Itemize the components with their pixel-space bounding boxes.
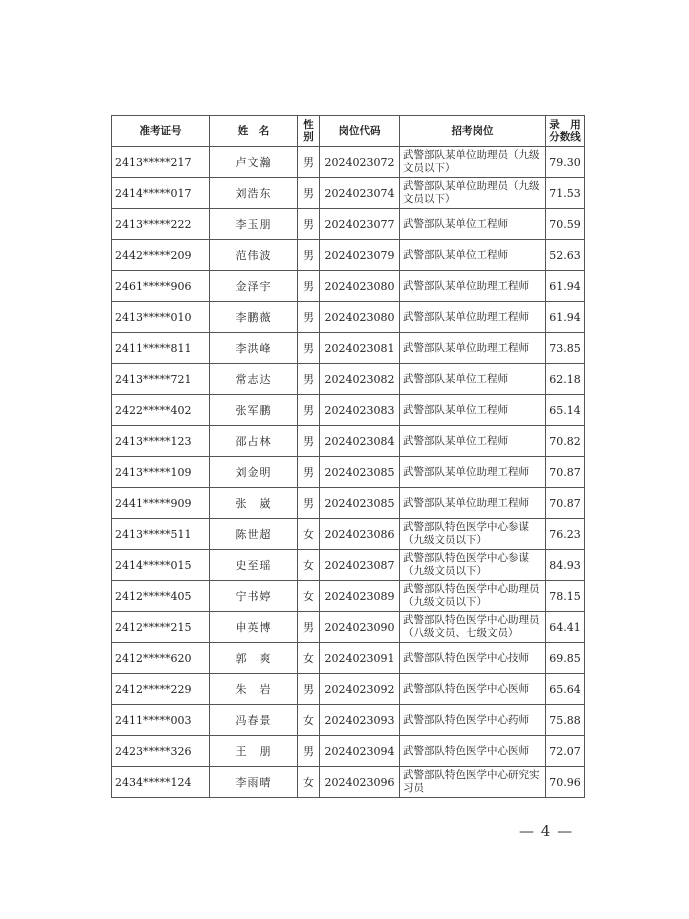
table-row: [112, 271, 585, 302]
cell-post-code: 2024023090: [320, 612, 400, 643]
cell-post-code: 2024023083: [320, 395, 400, 426]
cell-post: 武警部队某单位助理员（九级文员以下）: [400, 147, 546, 178]
header-sex: [298, 116, 320, 147]
table-row: [112, 178, 585, 209]
cell-sex: 男: [298, 302, 320, 333]
header-post: 招考岗位: [400, 116, 546, 147]
cell-score: 72.07: [546, 736, 585, 767]
cell-sex: 女: [298, 519, 320, 550]
table-row: [112, 643, 585, 674]
cell-score: 70.87: [546, 488, 585, 519]
results-table: [111, 115, 585, 798]
cell-name: 李雨晴: [210, 767, 298, 798]
table-row: [112, 767, 585, 798]
cell-name: 刘金明: [210, 457, 298, 488]
cell-post: 武警部队某单位助理工程师: [400, 302, 546, 333]
cell-exam-id: 2414*****017: [112, 178, 210, 209]
cell-exam-id: 2434*****124: [112, 767, 210, 798]
cell-post: 武警部队特色医学中心医师: [400, 736, 546, 767]
cell-exam-id: 2413*****010: [112, 302, 210, 333]
cell-post: 武警部队某单位助理工程师: [400, 271, 546, 302]
cell-post: 武警部队某单位助理工程师: [400, 333, 546, 364]
header-score: [546, 116, 585, 147]
table-row: [112, 395, 585, 426]
cell-sex: 女: [298, 643, 320, 674]
cell-name: 郭 爽: [210, 643, 298, 674]
cell-sex: 男: [298, 271, 320, 302]
header-score-line1: 录 用: [549, 119, 581, 131]
cell-post: 武警部队特色医学中心药师: [400, 705, 546, 736]
table-row: [112, 550, 585, 581]
cell-post-code: 2024023092: [320, 674, 400, 705]
cell-post: 武警部队某单位工程师: [400, 426, 546, 457]
cell-post-code: 2024023072: [320, 147, 400, 178]
cell-post-code: 2024023081: [320, 333, 400, 364]
cell-score: 71.53: [546, 178, 585, 209]
header-exam-id: 准考证号: [112, 116, 210, 147]
cell-post-code: 2024023091: [320, 643, 400, 674]
cell-name: 范伟波: [210, 240, 298, 271]
table-row: [112, 364, 585, 395]
cell-exam-id: 2442*****209: [112, 240, 210, 271]
cell-name: 张军鹏: [210, 395, 298, 426]
cell-exam-id: 2411*****003: [112, 705, 210, 736]
table-row: [112, 240, 585, 271]
page-number: — 4 —: [519, 822, 574, 840]
cell-exam-id: 2422*****402: [112, 395, 210, 426]
table-header-row: [112, 116, 585, 147]
cell-exam-id: 2412*****229: [112, 674, 210, 705]
cell-post-code: 2024023093: [320, 705, 400, 736]
cell-exam-id: 2413*****109: [112, 457, 210, 488]
cell-post-code: 2024023080: [320, 271, 400, 302]
cell-post-code: 2024023085: [320, 457, 400, 488]
cell-post: 武警部队某单位工程师: [400, 240, 546, 271]
cell-name: 宁书婷: [210, 581, 298, 612]
cell-score: 65.14: [546, 395, 585, 426]
cell-post-code: 2024023096: [320, 767, 400, 798]
cell-post-code: 2024023086: [320, 519, 400, 550]
cell-name: 卢文瀚: [210, 147, 298, 178]
cell-post: 武警部队某单位助理工程师: [400, 457, 546, 488]
cell-score: 70.59: [546, 209, 585, 240]
cell-post: 武警部队某单位工程师: [400, 364, 546, 395]
cell-name: 王 朋: [210, 736, 298, 767]
table-row: [112, 705, 585, 736]
cell-score: 52.63: [546, 240, 585, 271]
cell-post: 武警部队特色医学中心技师: [400, 643, 546, 674]
header-post-code: 岗位代码: [320, 116, 400, 147]
cell-post: 武警部队特色医学中心助理员（九级文员以下）: [400, 581, 546, 612]
cell-post: 武警部队某单位助理员（九级文员以下）: [400, 178, 546, 209]
cell-name: 李洪峰: [210, 333, 298, 364]
cell-post-code: 2024023084: [320, 426, 400, 457]
cell-score: 73.85: [546, 333, 585, 364]
cell-sex: 男: [298, 736, 320, 767]
cell-name: 史至瑶: [210, 550, 298, 581]
cell-post-code: 2024023077: [320, 209, 400, 240]
cell-score: 69.85: [546, 643, 585, 674]
cell-exam-id: 2412*****215: [112, 612, 210, 643]
cell-sex: 男: [298, 488, 320, 519]
cell-post: 武警部队特色医学中心助理员（八级文员、七级文员）: [400, 612, 546, 643]
cell-post-code: 2024023094: [320, 736, 400, 767]
cell-post: 武警部队某单位工程师: [400, 209, 546, 240]
table-row: [112, 488, 585, 519]
cell-sex: 女: [298, 581, 320, 612]
cell-exam-id: 2423*****326: [112, 736, 210, 767]
cell-score: 70.82: [546, 426, 585, 457]
header-name: 姓 名: [210, 116, 298, 147]
cell-sex: 男: [298, 364, 320, 395]
cell-name: 冯春景: [210, 705, 298, 736]
cell-post: 武警部队某单位助理工程师: [400, 488, 546, 519]
cell-score: 78.15: [546, 581, 585, 612]
cell-post: 武警部队某单位工程师: [400, 395, 546, 426]
cell-sex: 男: [298, 333, 320, 364]
cell-score: 76.23: [546, 519, 585, 550]
cell-name: 李玉朋: [210, 209, 298, 240]
cell-exam-id: 2413*****222: [112, 209, 210, 240]
table-row: [112, 333, 585, 364]
cell-score: 70.87: [546, 457, 585, 488]
cell-exam-id: 2441*****909: [112, 488, 210, 519]
table-body: [112, 147, 585, 798]
table-row: [112, 457, 585, 488]
cell-sex: 男: [298, 209, 320, 240]
table-row: [112, 674, 585, 705]
cell-name: 常志达: [210, 364, 298, 395]
table-row: [112, 581, 585, 612]
cell-sex: 女: [298, 767, 320, 798]
cell-score: 61.94: [546, 302, 585, 333]
cell-name: 陈世超: [210, 519, 298, 550]
cell-post: 武警部队特色医学中心参谋（九级文员以下）: [400, 550, 546, 581]
cell-name: 申英博: [210, 612, 298, 643]
cell-post: 武警部队特色医学中心参谋（九级文员以下）: [400, 519, 546, 550]
cell-sex: 男: [298, 178, 320, 209]
table-row: [112, 612, 585, 643]
cell-score: 79.30: [546, 147, 585, 178]
cell-name: 金泽宇: [210, 271, 298, 302]
cell-sex: 女: [298, 550, 320, 581]
cell-post-code: 2024023079: [320, 240, 400, 271]
header-sex-line1: 性: [303, 119, 314, 131]
cell-exam-id: 2412*****620: [112, 643, 210, 674]
cell-score: 61.94: [546, 271, 585, 302]
cell-sex: 男: [298, 612, 320, 643]
cell-post-code: 2024023085: [320, 488, 400, 519]
cell-post-code: 2024023074: [320, 178, 400, 209]
cell-sex: 男: [298, 395, 320, 426]
cell-exam-id: 2461*****906: [112, 271, 210, 302]
cell-sex: 男: [298, 426, 320, 457]
cell-exam-id: 2413*****511: [112, 519, 210, 550]
cell-score: 64.41: [546, 612, 585, 643]
cell-score: 84.93: [546, 550, 585, 581]
cell-name: 刘浩东: [210, 178, 298, 209]
table-row: [112, 302, 585, 333]
cell-exam-id: 2413*****217: [112, 147, 210, 178]
cell-score: 62.18: [546, 364, 585, 395]
cell-sex: 男: [298, 457, 320, 488]
cell-sex: 男: [298, 240, 320, 271]
cell-exam-id: 2413*****721: [112, 364, 210, 395]
cell-exam-id: 2413*****123: [112, 426, 210, 457]
header-score-line2: 分数线: [549, 131, 581, 143]
cell-name: 李鹏薇: [210, 302, 298, 333]
cell-post-code: 2024023089: [320, 581, 400, 612]
cell-post-code: 2024023080: [320, 302, 400, 333]
cell-exam-id: 2414*****015: [112, 550, 210, 581]
table-row: [112, 736, 585, 767]
cell-post: 武警部队特色医学中心研究实习员: [400, 767, 546, 798]
cell-exam-id: 2411*****811: [112, 333, 210, 364]
table-row: [112, 209, 585, 240]
cell-exam-id: 2412*****405: [112, 581, 210, 612]
cell-sex: 男: [298, 674, 320, 705]
table-row: [112, 519, 585, 550]
cell-post-code: 2024023082: [320, 364, 400, 395]
cell-name: 朱 岩: [210, 674, 298, 705]
cell-sex: 女: [298, 705, 320, 736]
cell-name: 邵占林: [210, 426, 298, 457]
cell-post: 武警部队特色医学中心医师: [400, 674, 546, 705]
cell-sex: 男: [298, 147, 320, 178]
header-sex-line2: 别: [303, 131, 314, 143]
cell-score: 65.64: [546, 674, 585, 705]
cell-post-code: 2024023087: [320, 550, 400, 581]
table-row: [112, 426, 585, 457]
cell-score: 75.88: [546, 705, 585, 736]
cell-name: 张 崴: [210, 488, 298, 519]
cell-score: 70.96: [546, 767, 585, 798]
table-row: [112, 147, 585, 178]
